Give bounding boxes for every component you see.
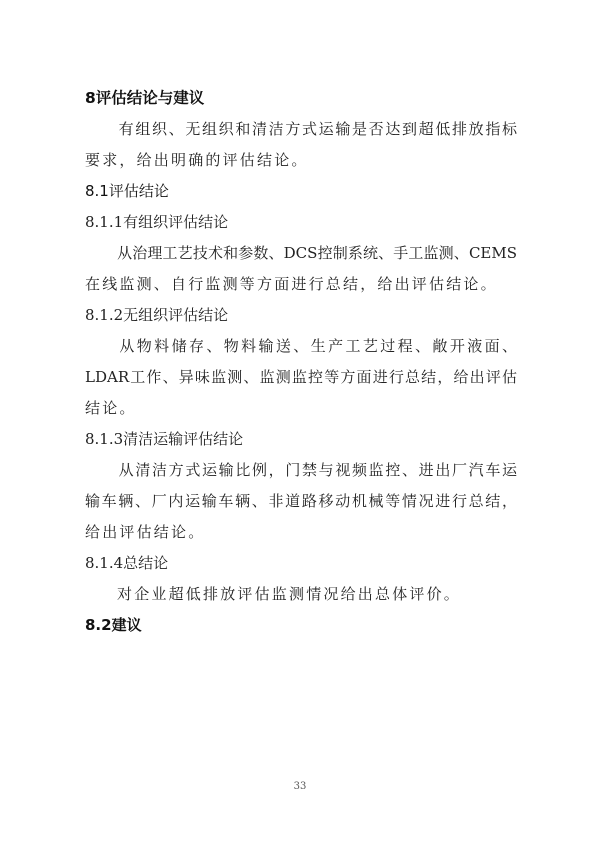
paragraph-line xyxy=(85,114,517,145)
paragraph-line xyxy=(85,331,517,362)
page-content xyxy=(85,83,517,641)
subsection-heading-8-1-4: 8.1.4总结论 xyxy=(85,554,169,572)
paragraph-text: 有组织、无组织和清洁方式运输是否达到超低排放指标 xyxy=(117,120,517,138)
page-number: 33 xyxy=(293,781,307,792)
paragraph-line: 在线监测、自行监测等方面进行总结，给出评估结论。 xyxy=(85,275,498,293)
paragraph-line xyxy=(85,455,517,486)
paragraph-line xyxy=(85,238,517,269)
paragraph-line xyxy=(85,579,517,610)
paragraph-text: 对企业超低排放评估监测情况给出总体评价。 xyxy=(117,585,462,603)
paragraph-text: 从治理工艺技术和参数、DCS控制系统、手工监测、CEMS xyxy=(117,244,517,262)
subsection-heading-8-1-1: 8.1.1有组织评估结论 xyxy=(85,213,229,231)
subsection-heading-8-1-2: 8.1.2无组织评估结论 xyxy=(85,306,229,324)
subsection-heading-8-1-3: 8.1.3清洁运输评估结论 xyxy=(85,430,244,448)
paragraph-text: 从物料储存、物料输送、生产工艺过程、敞开液面、 xyxy=(117,337,517,355)
paragraph-text: 从清洁方式运输比例，门禁与视频监控、进出厂汽车运 xyxy=(117,461,517,479)
paragraph-line: LDAR工作、异味监测、监测监控等方面进行总结，给出评估 xyxy=(85,368,517,386)
section-heading-8-2: 8.2建议 xyxy=(85,616,142,634)
section-heading-8-1: 8.1评估结论 xyxy=(85,182,169,200)
section-heading-8: 8评估结论与建议 xyxy=(85,89,205,107)
paragraph-line: 结论。 xyxy=(85,399,137,417)
paragraph-line: 输车辆、厂内运输车辆、非道路移动机械等情况进行总结， xyxy=(85,492,517,510)
paragraph-line: 要求，给出明确的评估结论。 xyxy=(85,151,309,169)
paragraph-line: 给出评估结论。 xyxy=(85,523,206,541)
